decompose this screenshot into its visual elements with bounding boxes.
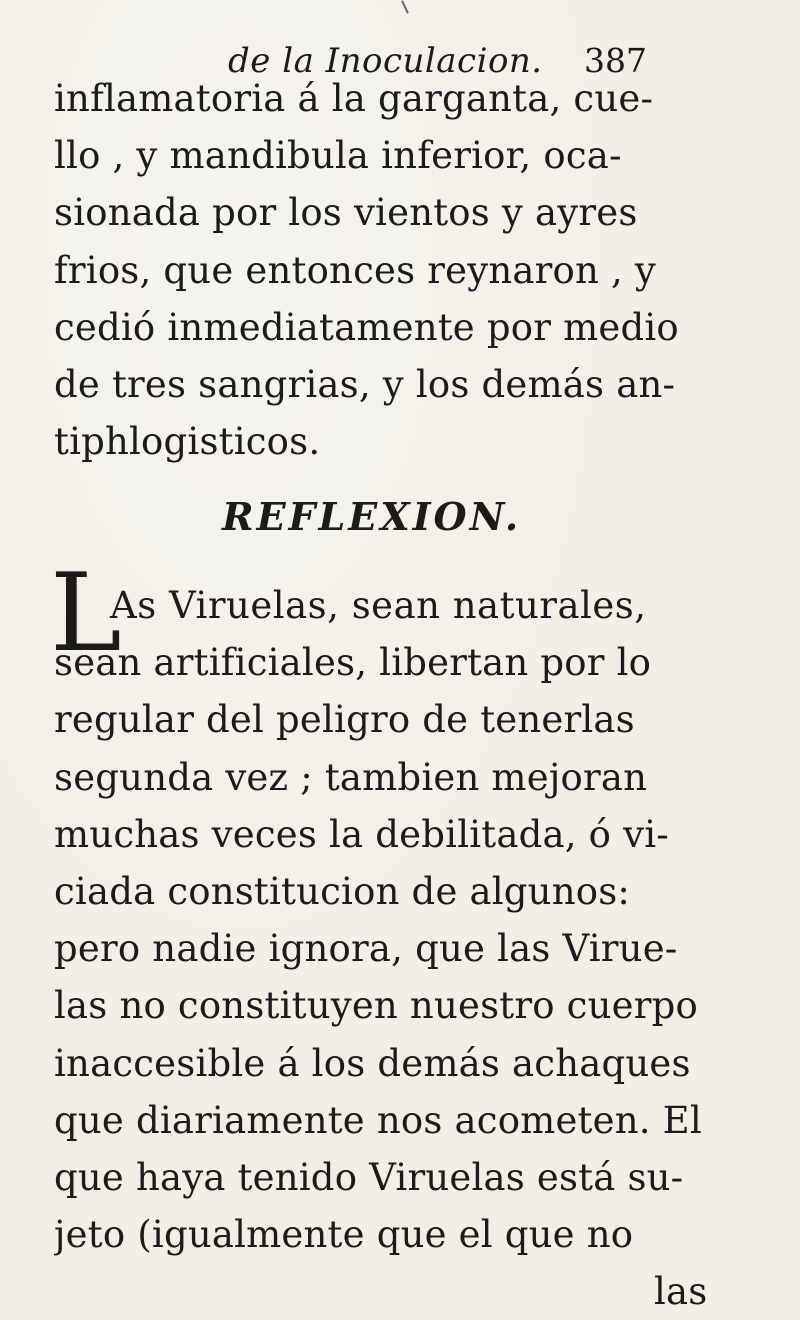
page-number: 387 [584, 41, 647, 80]
paragraph-reflexion [54, 577, 744, 1320]
text-line: muchas veces la debilitada, ó vi- [54, 812, 669, 856]
section-heading: REFLEXION. [222, 494, 522, 539]
text-line-first [54, 577, 744, 634]
text-line: que diariamente nos acometen. El [54, 1098, 702, 1142]
running-head: de la Inoculacion. [228, 41, 543, 81]
text-line: cedió inmediatamente por medio [54, 305, 679, 349]
paragraph-continued [54, 70, 744, 470]
text-line: pero nadie ignora, que las Virue- [54, 927, 678, 971]
text-line: ciada constitucion de algunos: [54, 869, 631, 913]
text-line: segunda vez ; tambien mejoran [54, 755, 648, 799]
text-line: inflamatoria á la garganta, cue- [54, 77, 654, 120]
page-speck [401, 0, 409, 14]
text-line: jeto (igualmente que el que no [54, 1213, 634, 1257]
text-line: inaccesible á los demás achaques [54, 1041, 691, 1085]
text-line: tiphlogisticos. [54, 420, 321, 464]
text-line: frios, que entonces reynaron , y [54, 248, 656, 292]
first-line-text: As Viruelas, sean naturales, [110, 584, 647, 627]
text-line: sean artificiales, libertan por lo [54, 641, 652, 685]
text-line: que haya tenido Viruelas está su- [54, 1155, 684, 1199]
drop-cap: L [50, 551, 122, 676]
catchword: las [654, 1270, 708, 1314]
text-line: de tres sangrias, y los demás an- [54, 362, 676, 406]
text-line: llo , y mandibula inferior, oca- [54, 134, 622, 178]
text-line: regular del peligro de tenerlas [54, 698, 635, 742]
text-line: sionada por los vientos y ayres [54, 191, 638, 235]
text-line: las no constituyen nuestro cuerpo [54, 984, 698, 1028]
